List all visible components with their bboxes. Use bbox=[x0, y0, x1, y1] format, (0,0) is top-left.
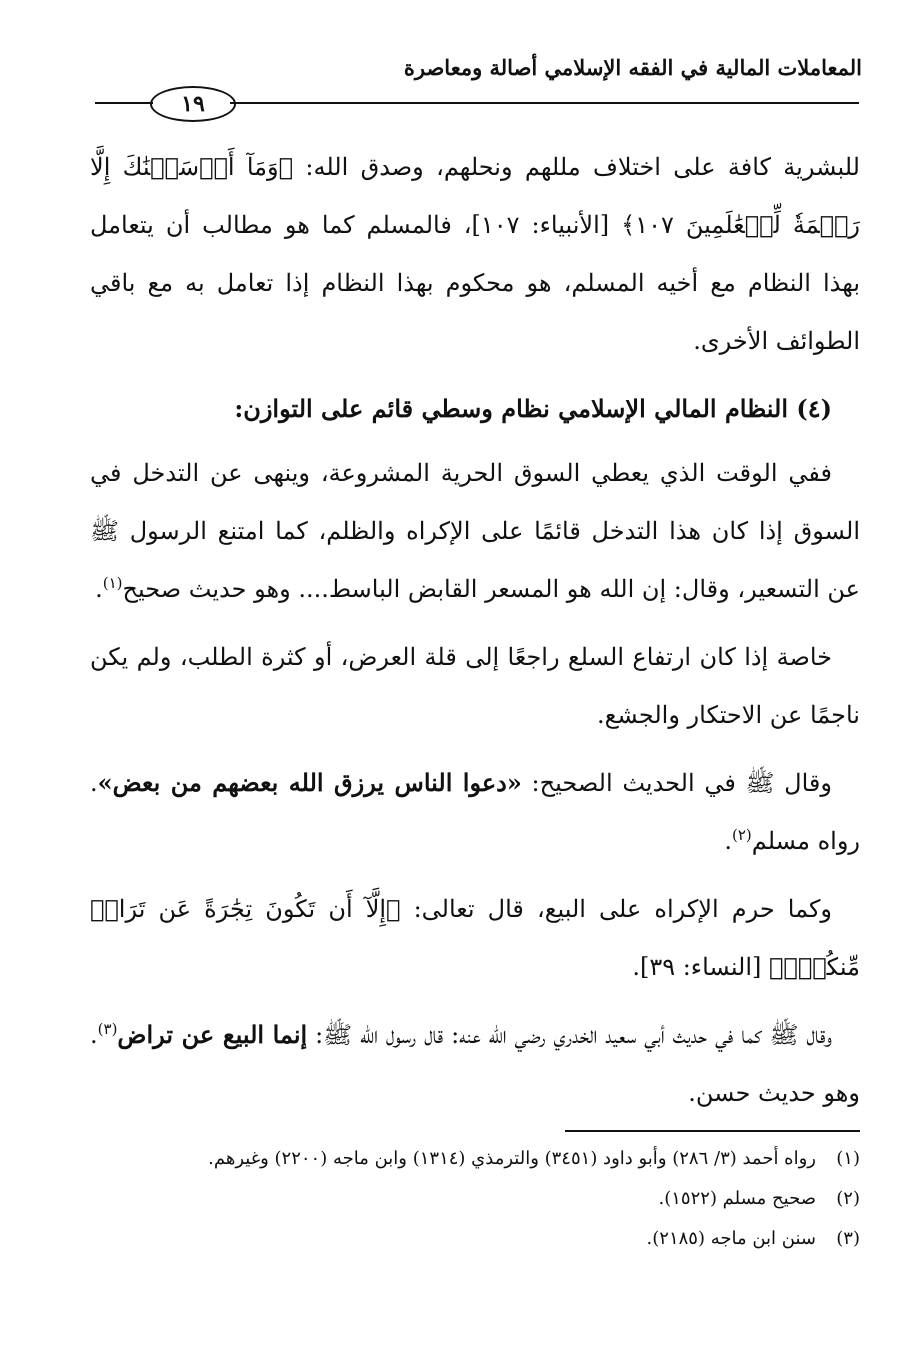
paragraph-2 bbox=[90, 444, 860, 618]
paragraph-3: خاصة إذا كان ارتفاع السلع راجعًا إلى قلة العرض، أو كثرة الطلب، ولم يكن ناجمًا عن الاحتكار والجشع. bbox=[90, 643, 860, 729]
paragraph-1 bbox=[90, 138, 860, 370]
paragraph-4-end: . رواه مسلم bbox=[90, 769, 860, 855]
paragraph-4-text: وقال ﷺ في الحديث الصحيح: bbox=[521, 769, 832, 797]
paragraph-6-end: . وهو حديث حسن. bbox=[90, 1021, 860, 1107]
footnote-text: رواه أحمد (٣/ ٢٨٦) وأبو داود (٣٤٥١) والترمذي (١٣١٤) وابن ماجه (٢٢٠٠) وغيرهم. bbox=[208, 1148, 816, 1169]
paragraph-1-reference: [الأنبياء: ١٠٧]، فالمسلم كما هو مطالب أن يتعامل بهذا النظام مع أخيه المسلم، هو محكوم بهذا النظام إذا تعامل به مع باقي الطوائف الأخرى. bbox=[90, 211, 860, 355]
footnote-separator bbox=[565, 1130, 860, 1132]
paragraph-5-text: وكما حرم الإكراه على البيع، قال تعالى: bbox=[400, 895, 832, 923]
footnote-ref-1: (١) bbox=[102, 574, 123, 592]
footnote-number: (٢) bbox=[836, 1188, 860, 1209]
header-rule bbox=[230, 102, 859, 104]
paragraph-5 bbox=[90, 880, 860, 996]
paragraph-1-text: للبشرية كافة على اختلاف مللهم ونحلهم، وصدق الله: bbox=[293, 153, 860, 181]
paragraph-6-text: وقال ﷺ كما في حديث أبي سعيد الخدري رضي الله عنه: قال رسول الله ﷺ: bbox=[307, 1021, 832, 1049]
footnote-ref-3: (٣) bbox=[97, 1020, 118, 1038]
hadith-bold-text: إنما البيع عن تراض bbox=[117, 1020, 308, 1049]
footnotes bbox=[20, 1142, 860, 1262]
footnote-text: سنن ابن ماجه (٢١٨٥). bbox=[646, 1228, 816, 1249]
paragraph-2-text: ففي الوقت الذي يعطي السوق الحرية المشروعة، وينهى عن التدخل في السوق إذا كان هذا التدخل قائمًا على الإكراه والظلم، كما امتنع الرسول ﷺ عن التسعير، وقال: إن الله هو المسعر القابض الباسط.... وهو حديث صحيح bbox=[90, 459, 860, 603]
footnote-text: صحيح مسلم (١٥٢٢). bbox=[658, 1188, 816, 1209]
footnote-2 bbox=[20, 1182, 860, 1216]
header-rule-left bbox=[95, 102, 153, 104]
footnote-number: (٣) bbox=[836, 1228, 860, 1249]
paragraph-4-dot: . bbox=[724, 827, 732, 855]
paragraph-6 bbox=[90, 1006, 860, 1122]
paragraph-4 bbox=[90, 754, 860, 870]
paragraph-5-reference: [النساء: ٣٩]. bbox=[632, 953, 770, 981]
quran-verse-anbiya: ﴿وَمَآ أَرۡسَلۡنَٰكَ إِلَّا رَحۡمَةٗ لِّلۡعَٰلَمِينَ ١٠٧﴾ bbox=[90, 153, 860, 239]
hadith-quote: «دعوا الناس يرزق الله بعضهم من بعض» bbox=[97, 768, 522, 797]
footnote-1 bbox=[20, 1142, 860, 1176]
footnote-ref-2: (٢) bbox=[731, 826, 752, 844]
paragraph-2-end: . bbox=[95, 575, 103, 603]
quran-verse-nisa: ﴿إِلَّآ أَن تَكُونَ تِجَٰرَةً عَن تَرَاضٖ مِّنكُمۡۚ﴾ bbox=[90, 895, 860, 981]
running-header-title: المعاملات المالية في الفقه الإسلامي أصالة ومعاصرة bbox=[403, 55, 862, 80]
main-text bbox=[90, 138, 860, 1132]
section-heading: (٤) النظام المالي الإسلامي نظام وسطي قائم على التوازن: bbox=[234, 394, 832, 423]
footnote-3 bbox=[20, 1222, 860, 1256]
footnote-number: (١) bbox=[836, 1148, 860, 1169]
page-number: ١٩ bbox=[150, 86, 236, 122]
